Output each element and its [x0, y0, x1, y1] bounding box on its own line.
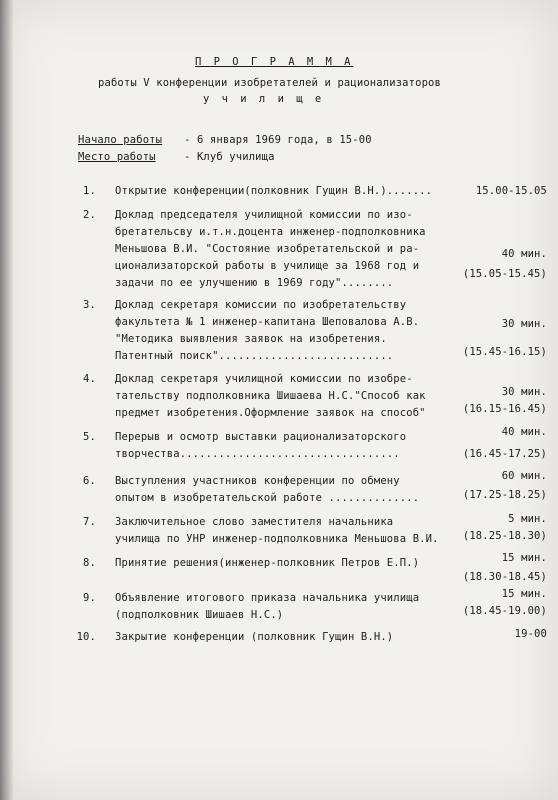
item-text-line: Меньшова В.И. "Состояние изобретательской и ра-: [115, 243, 420, 255]
item-number: 5.: [83, 431, 96, 443]
item-time: 40 мин.: [501, 426, 547, 438]
item-number: 7.: [83, 516, 96, 528]
item-text-line: Доклад секретаря училищной комиссии по изобре-: [115, 373, 413, 385]
item-text-line: Доклад председателя училищной комиссии по изо-: [115, 209, 413, 221]
item-time: 5 мин.: [508, 513, 547, 525]
item-text-line: (подполковник Шишаев Н.С.): [115, 609, 284, 621]
item-text-line: Перерыв и осмотр выставки рационализаторского: [115, 431, 407, 443]
document-title: П Р О Г Р А М М А: [195, 56, 354, 68]
item-text-line: Доклад секретаря комиссии по изобретательству: [115, 299, 407, 311]
item-text-line: опытом в изобретательской работе ..............: [115, 492, 420, 504]
item-time-range: (15.05-15.45): [462, 268, 547, 280]
item-time-range: (16.15-16.45): [462, 403, 547, 415]
item-text-line: ционализаторской работы в училище за 1968 год и: [115, 260, 420, 272]
item-text-line: Закрытие конференции (полковник Гущин В.Н.): [115, 631, 394, 643]
item-time-range: (17.25-18.25): [462, 489, 547, 501]
item-time: 15.00-15.05: [475, 185, 547, 197]
venue-label: Место работы: [78, 151, 156, 163]
item-text-line: Патентный поиск"...........................: [115, 350, 394, 362]
item-time-range: (16.45-17.25): [462, 448, 547, 460]
document-subtitle-line1: работы V конференции изобретателей и рационализаторов: [98, 77, 441, 89]
item-text-line: Выступления участников конференции по обмену: [115, 475, 400, 487]
item-number: 9.: [83, 592, 96, 604]
item-time: 19-00: [514, 628, 547, 640]
item-number: 6.: [83, 475, 96, 487]
item-text-line: бретательсву и.т.н.доцента инженер-подполковника: [115, 226, 426, 238]
item-text-line: училища по УНР инженер-подполковника Меньшова В.И.: [115, 533, 439, 545]
item-number: 2.: [83, 209, 96, 221]
item-time-range: (18.25-18.30): [462, 530, 547, 542]
item-number: 3.: [83, 299, 96, 311]
item-time: 15 мин.: [501, 552, 547, 564]
item-time: 60 мин.: [501, 470, 547, 482]
item-number: 10.: [76, 631, 96, 643]
item-text-line: факультета № 1 инженер-капитана Шеповалова А.В.: [115, 316, 420, 328]
item-text-line: предмет изобретения.Оформление заявок на способ": [115, 407, 426, 419]
item-text-line: тательству подполковника Шишаева Н.С."Способ как: [115, 390, 426, 402]
item-time: 30 мин.: [501, 318, 547, 330]
item-text-line: Принятие решения(инженер-полковник Петров Е.П.): [115, 557, 420, 569]
document-subtitle-line2: у ч и л и щ е: [203, 93, 325, 105]
item-text-line: задачи по ее улучшению в 1969 году"........: [115, 277, 394, 289]
item-text-line: Открытие конференции(полковник Гущин В.Н.).......: [115, 185, 433, 197]
item-time: 15 мин.: [501, 588, 547, 600]
item-number: 1.: [83, 185, 96, 197]
start-time-label: Начало работы: [78, 134, 163, 146]
item-time-range: (15.45-16.15): [462, 346, 547, 358]
item-text-line: Заключительное слово заместителя начальника: [115, 516, 394, 528]
item-time: 40 мин.: [501, 248, 547, 260]
start-time-value: - 6 января 1969 года, в 15-00: [184, 134, 372, 146]
item-time: 30 мин.: [501, 386, 547, 398]
item-time-range: (18.30-18.45): [462, 571, 547, 583]
venue-value: - Клуб училища: [184, 151, 275, 163]
scan-edge-shadow: [0, 0, 14, 800]
item-time-range: (18.45-19.00): [462, 605, 547, 617]
item-number: 4.: [83, 373, 96, 385]
item-text-line: Объявление итогового приказа начальника училища: [115, 592, 420, 604]
item-text-line: творчества..................................: [115, 448, 400, 460]
item-number: 8.: [83, 557, 96, 569]
item-text-line: "Методика выявления заявок на изобретения.: [115, 333, 387, 345]
